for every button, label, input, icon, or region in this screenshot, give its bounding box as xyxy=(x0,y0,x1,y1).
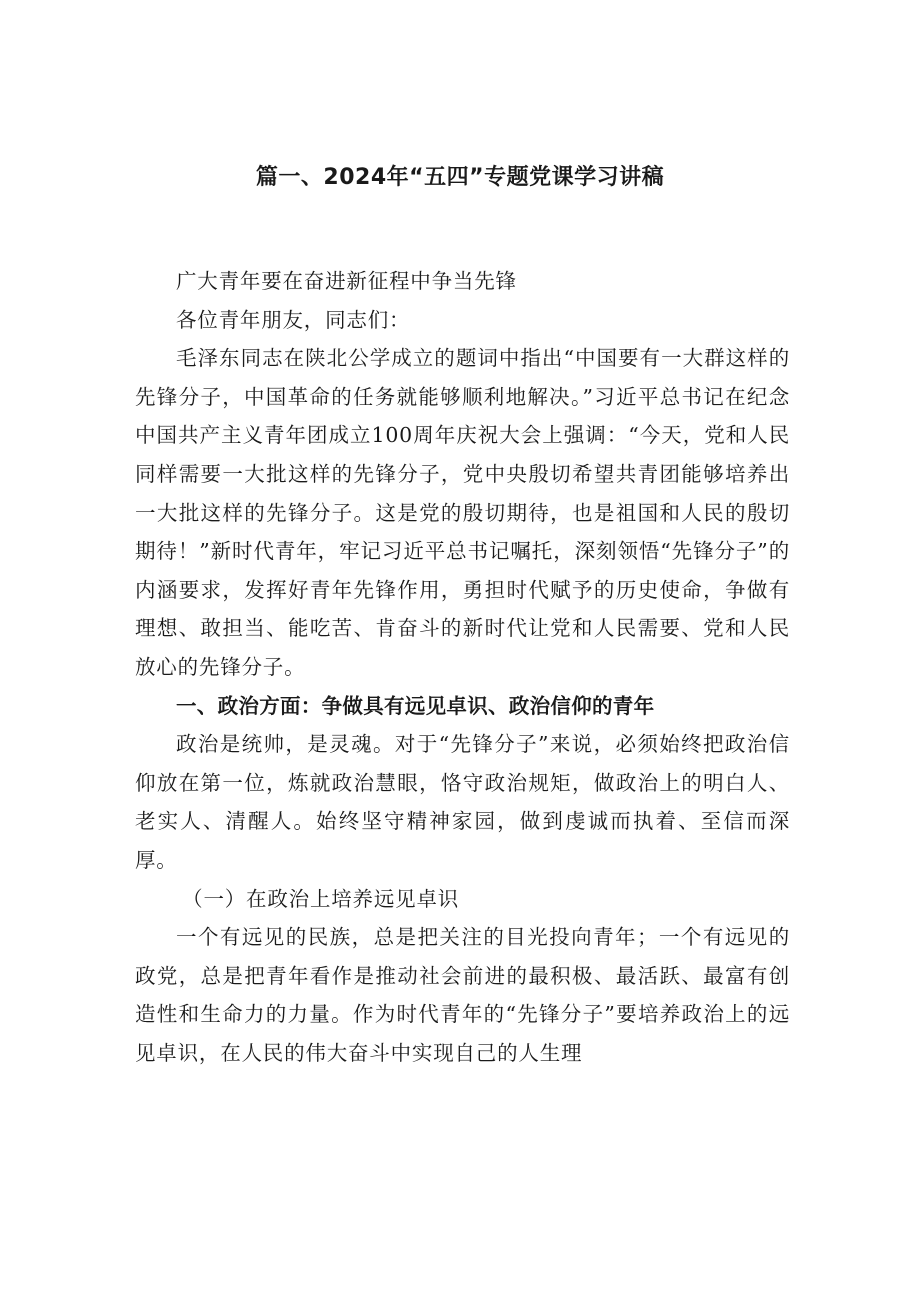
document-body xyxy=(135,262,790,1072)
body-paragraph: 政治是统帅，是灵魂。对于“先锋分子”来说，必须始终把政治信仰放在第一位，炼就政治慧眼，恪守政治规矩，做政治上的明白人、老实人、清醒人。始终坚守精神家园，做到虔诚而执着、至信而深厚。 xyxy=(135,732,790,872)
document-title: 篇一、2024年“五四”专题党课学习讲稿 xyxy=(255,165,665,190)
salutation-paragraph: 各位青年朋友，同志们： xyxy=(176,307,411,332)
subsection-heading: （一）在政治上培养远见卓识 xyxy=(182,886,460,911)
body-paragraph: 一个有远见的民族，总是把关注的目光投向青年；一个有远见的政党，总是把青年看作是推动社会前进的最积极、最活跃、最富有创造性和生命力的力量。作为时代青年的“先锋分子”要培养政治上的远见卓识，在人民的伟大奋斗中实现自己的人生理 xyxy=(135,925,790,1065)
body-paragraph: 毛泽东同志在陕北公学成立的题词中指出“中国要有一大群这样的先锋分子，中国革命的任务就能够顺利地解决。”习近平总书记在纪念中国共产主义青年团成立100周年庆祝大会上强调：“今天，党和人民同样需要一大批这样的先锋分子，党中央殷切希望共青团能够培养出一大批这样的先锋分子。这是党的殷切期待，也是祖国和人民的殷切期待！”新时代青年，牢记习近平总书记嘱托，深刻领悟“先锋分子”的内涵要求，发挥好青年先锋作用，勇担时代赋予的历史使命，争做有理想、敢担当、能吃苦、肯奋斗的新时代让党和人民需要、党和人民放心的先锋分子。 xyxy=(135,346,790,679)
section-heading: 一、政治方面：争做具有远见卓识、政治信仰的青年 xyxy=(176,693,655,718)
subtitle-paragraph: 广大青年要在奋进新征程中争当先锋 xyxy=(176,269,517,293)
